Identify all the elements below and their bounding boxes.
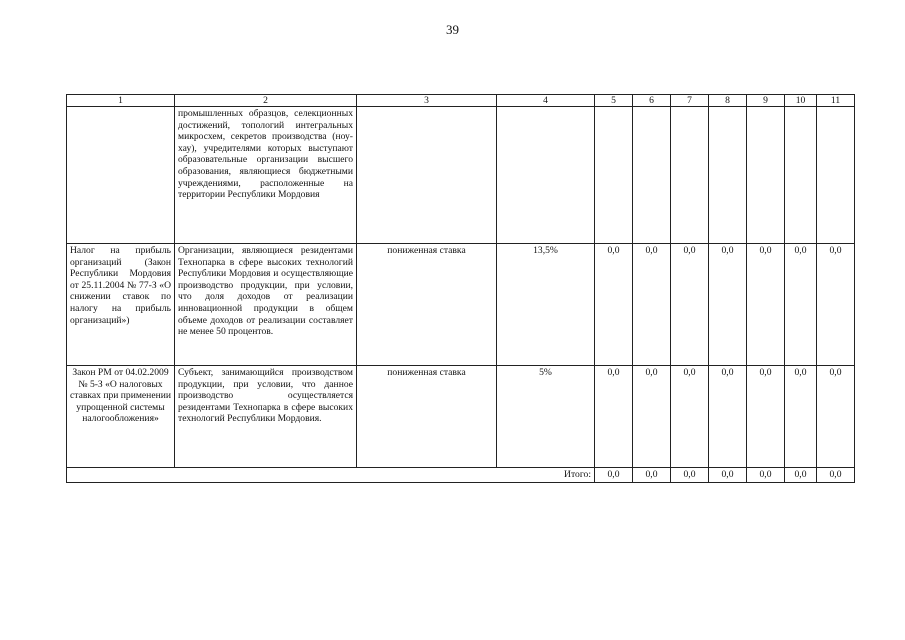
beneficiary-cell: Организации, являющиеся резидентами Технопарка в сфере высоких технологий Республики Мордовия и осуществляющие производство продукции, при условии, что доля доходов от реализации инновационной продукции в общем объеме доходов от реализации составляет не менее 50 процентов.: [175, 244, 357, 366]
header-col-11: 11: [817, 95, 855, 107]
page-number: 39: [446, 22, 459, 37]
budget-table: [66, 94, 855, 483]
header-col-7: 7: [671, 95, 709, 107]
value-cell: 0,0: [595, 366, 633, 468]
tax-name-cell: Налог на прибыль организаций (Закон Республики Мордовия от 25.11.2004 № 77-З «О снижении ставок по налогу на прибыль организаций»): [67, 244, 175, 366]
header-col-8: 8: [709, 95, 747, 107]
header-row: [67, 95, 855, 107]
total-row: [67, 468, 855, 483]
header-col-10: 10: [785, 95, 817, 107]
table-row: [67, 244, 855, 366]
total-value-cell: 0,0: [747, 468, 785, 483]
beneficiary-cell: Субъект, занимающийся производством продукции, при условии, что данное производство осуществляется резидентами Технопарка в сфере высоких технологий Республики Мордовия.: [175, 366, 357, 468]
table-row: [67, 366, 855, 468]
header-col-2: 2: [175, 95, 357, 107]
value-cell: 0,0: [747, 366, 785, 468]
value-cell: [785, 107, 817, 244]
value-cell: [747, 107, 785, 244]
header-col-3: 3: [357, 95, 497, 107]
total-value-cell: 0,0: [709, 468, 747, 483]
header-col-1: 1: [67, 95, 175, 107]
header-col-9: 9: [747, 95, 785, 107]
value-cell: 0,0: [633, 244, 671, 366]
value-cell: 0,0: [671, 366, 709, 468]
rate-cell: [497, 107, 595, 244]
value-cell: [817, 107, 855, 244]
value-cell: 0,0: [671, 244, 709, 366]
total-value-cell: 0,0: [633, 468, 671, 483]
benefit-type-cell: пониженная ставка: [357, 244, 497, 366]
total-label: Итого:: [67, 468, 595, 483]
value-cell: 0,0: [785, 244, 817, 366]
value-cell: 0,0: [633, 366, 671, 468]
value-cell: 0,0: [817, 366, 855, 468]
total-value-cell: 0,0: [785, 468, 817, 483]
tax-name-cell: Закон РМ от 04.02.2009 № 5-З «О налоговых ставках при применении упрощенной системы налогообложения»: [67, 366, 175, 468]
tax-name-cell: [67, 107, 175, 244]
rate-cell: 5%: [497, 366, 595, 468]
header-col-4: 4: [497, 95, 595, 107]
total-value-cell: 0,0: [817, 468, 855, 483]
value-cell: [671, 107, 709, 244]
total-value-cell: 0,0: [595, 468, 633, 483]
value-cell: [595, 107, 633, 244]
benefit-type-cell: [357, 107, 497, 244]
benefit-type-cell: пониженная ставка: [357, 366, 497, 468]
value-cell: [633, 107, 671, 244]
value-cell: 0,0: [785, 366, 817, 468]
header-col-6: 6: [633, 95, 671, 107]
value-cell: 0,0: [595, 244, 633, 366]
value-cell: 0,0: [709, 244, 747, 366]
beneficiary-cell: промышленных образцов, селекционных достижений, топологий интегральных микросхем, секретов производства (ноу-хау), учредителями которых выступают образовательные организации высшего образования, являющиеся бюджетными учреждениями, расположенные на территории Республики Мордовия: [175, 107, 357, 244]
header-col-5: 5: [595, 95, 633, 107]
table-row: [67, 107, 855, 244]
value-cell: [709, 107, 747, 244]
rate-cell: 13,5%: [497, 244, 595, 366]
value-cell: 0,0: [709, 366, 747, 468]
value-cell: 0,0: [747, 244, 785, 366]
total-value-cell: 0,0: [671, 468, 709, 483]
value-cell: 0,0: [817, 244, 855, 366]
